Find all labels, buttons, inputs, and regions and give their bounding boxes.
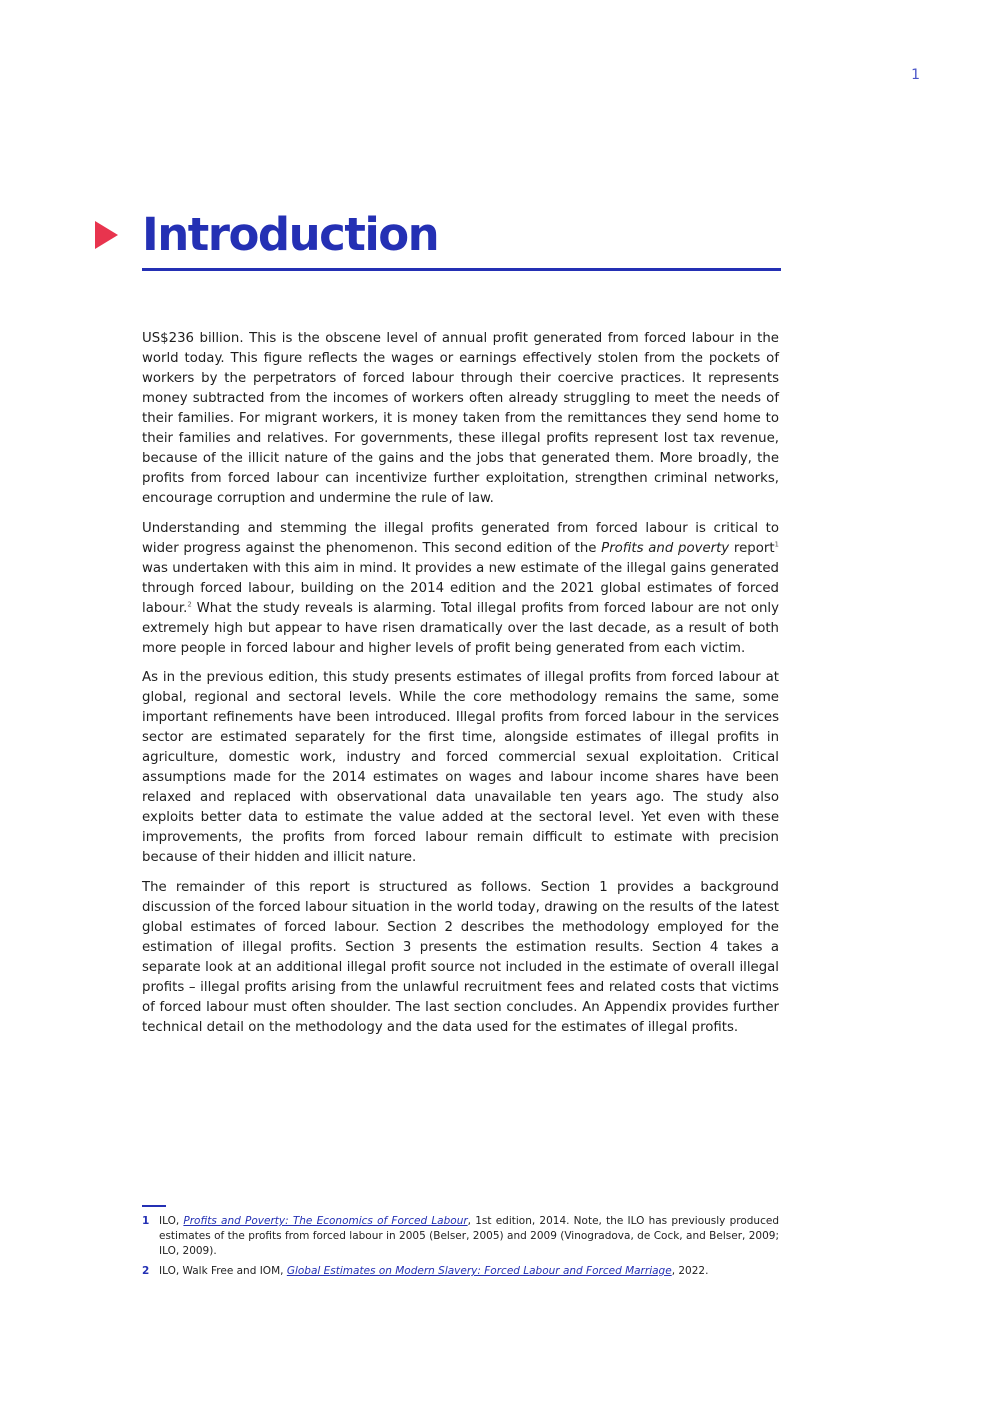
footnote-prefix: ILO, [159, 1215, 184, 1227]
footnote-ref-2[interactable]: 2 [187, 600, 192, 609]
paragraph-2 [142, 519, 779, 659]
page-title: Introduction [142, 208, 439, 261]
footnote-suffix: , 1st edition, 2014. Note, the ILO has previously produced estimates of the profits from forced labour in 2005 (Belser, 2005) and 2009 (Vinogradova, de Cock, and Belser, 2009; ILO, 2009). [159, 1215, 779, 1257]
paragraph-3: As in the previous edition, this study presents estimates of illegal profits from forced labour at global, regional and sectoral levels. While the core methodology remains the same, some important refinements have been introduced. Illegal profits from forced labour in the services sector are estimated separately for the first time, alongside estimates of illegal profits in agriculture, domestic work, industry and forced commercial sexual exploitation. Critical assumptions made for the 2014 estimates on wages and labour income shares have been relaxed and replaced with observational data unavailable ten years ago. The study also exploits better data to estimate the value added at the sectoral level. Yet even with these improvements, the profits from forced labour remain difficult to estimate with precision because of their hidden and illicit nature. [142, 670, 779, 865]
paragraph-4: The remainder of this report is structured as follows. Section 1 provides a background discussion of the forced labour situation in the world today, drawing on the results of the latest global estimates of forced labour. Section 2 describes the methodology employed for the estimation of illegal profits. Section 3 presents the estimation results. Section 4 takes a separate look at an additional illegal profit source not included in the estimate of overall illegal profits – illegal profits arising from the unlawful recruitment fees and related costs that victims of forced labour must often shoulder. The last section concludes. An Appendix provides further technical detail on the methodology and the data used for the estimates of illegal profits. [142, 879, 779, 1035]
footnote-ref-1[interactable]: 1 [774, 540, 779, 549]
body-text [142, 329, 779, 1047]
footnote-suffix: , 2022. [671, 1265, 709, 1277]
footnotes [142, 1214, 779, 1284]
paragraph-1: US$236 billion. This is the obscene level of annual profit generated from forced labour in the world today. This figure reflects the wages or earnings effectively stolen from the pockets of workers by the perpetrators of forced labour through their coercive practices. It represents money subtracted from the incomes of workers often already struggling to meet the needs of their families. For migrant workers, it is money taken from the remittances they send home to their families and relatives. For governments, these illegal profits represent lost tax revenue, because of the illicit nature of the gains and the jobs that generated them. More broadly, the profits from forced labour can incentivize further exploitation, strengthen criminal networks, encourage corruption and undermine the rule of law. [142, 331, 779, 506]
footnote-number: 2 [142, 1265, 150, 1277]
paragraph-2-part-b: report [729, 540, 775, 556]
play-triangle-icon [95, 221, 118, 249]
footnote-2 [142, 1264, 779, 1279]
footnote-prefix: ILO, Walk Free and IOM, [159, 1265, 287, 1277]
footnote-2-link[interactable]: Global Estimates on Modern Slavery: Forced Labour and Forced Marriage [286, 1265, 672, 1277]
paragraph-2-part-d: What the study reveals is alarming. Total illegal profits from forced labour are not only extremely high but appear to have risen dramatically over the last decade, as a result of both more people in forced labour and higher levels of profit being generated from each victim. [142, 600, 779, 656]
footnote-number: 1 [142, 1215, 150, 1227]
page-number: 1 [911, 67, 920, 83]
report-title-italic: Profits and poverty [601, 540, 730, 556]
paragraph-2-part-c: was undertaken with this aim in mind. It provides a new estimate of the illegal gains generated through forced labour, building on the 2014 edition and the 2021 global estimates of forced labour. [142, 560, 779, 616]
footnote-1-link[interactable]: Profits and Poverty: The Economics of Forced Labour [183, 1215, 468, 1227]
footnote-text [159, 1264, 779, 1279]
footnote-text [159, 1214, 779, 1259]
footnote-divider [142, 1205, 166, 1207]
title-underline [142, 268, 781, 271]
footnote-1 [142, 1214, 779, 1259]
paragraph-2-part-a: Understanding and stemming the illegal profits generated from forced labour is critical to wider progress against the phenomenon. This second edition of the [142, 520, 779, 556]
